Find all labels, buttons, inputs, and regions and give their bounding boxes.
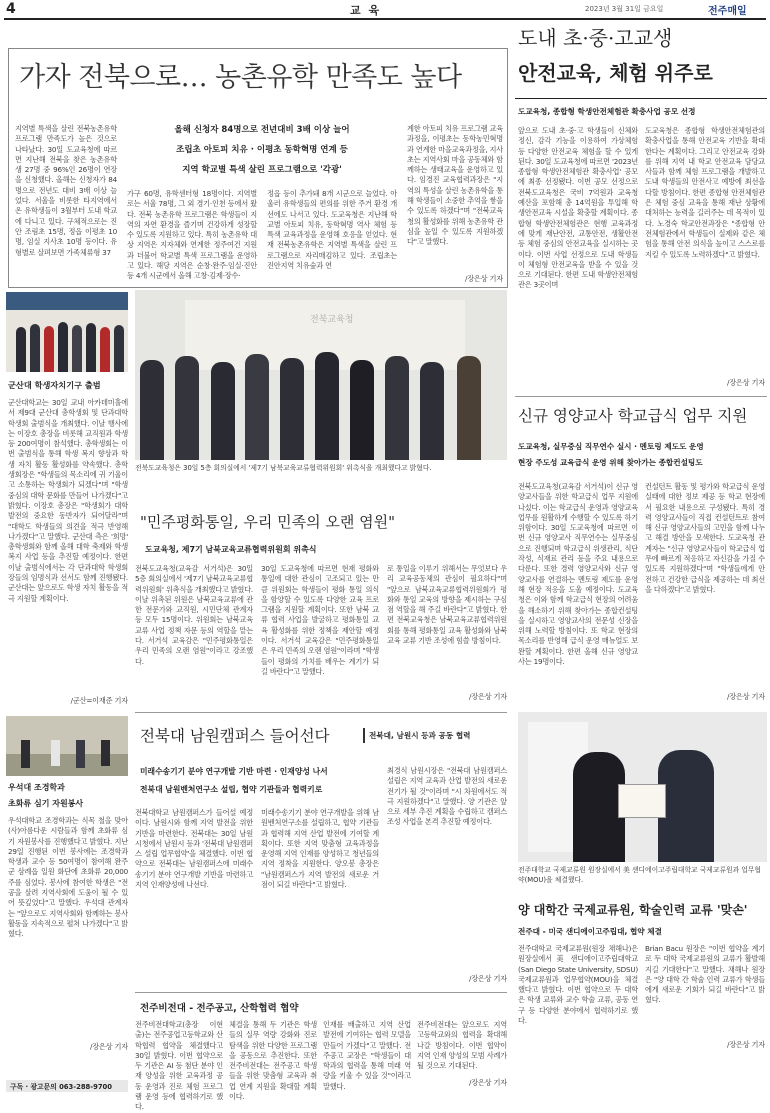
byline: /장은상 기자 bbox=[726, 692, 765, 701]
headline-line-1: 도내 초·중·고교생 bbox=[518, 26, 673, 50]
subhead-2: 현장 주도성 교육급식 운영 위해 찾아가는 종합컨설팅도 bbox=[518, 458, 703, 467]
section-name: 교 육 bbox=[350, 4, 382, 17]
headline: 가자 전북으로… 농촌유학 만족도 높다 bbox=[19, 62, 462, 93]
article-column-2: 체결을 통해 두 기관은 학생들의 실무 역량 강화와 진로 탐색을 위한 다양한 프로그램을 공동으로 추진한다. 또한 전주비전대는 전주공고 학생들을 위한 맞춤형 교육과 취업 연계 지원을 확대할 계획이다. bbox=[229, 1020, 317, 1102]
article-jeonju-sdsu bbox=[515, 712, 767, 1056]
photo-caption: 전북도교육청은 30일 5층 회의실에서 '제7기 남북교육교류협력위원회' 위촉식을 개최했다고 밝혔다. bbox=[135, 464, 432, 472]
article-nutrition-teacher bbox=[515, 396, 767, 708]
subhead-1: 미래수송기기 분야 연구개발 기반 마련 · 인재양성 나서 bbox=[140, 767, 328, 776]
article-column-4: 계한 아토피 치유 프로그램 교육과정을, 이평초는 동학농민혁명과 연계한 마을교육과정을, 지사초는 지역사회 마을 공동체와 함께하는 생태교육을 운영하고 있다. 임경진 교육협력과장은 "지역의 특성을 살린 농촌유학을 통해 학생들이 소중한 추억을 쌓을 수 있도록 하겠다"며 "전북교육청의 활성화를 위해 농촌유학 관심을 높일 수 있도록 지원하겠다"고 말했다. bbox=[407, 124, 504, 247]
article-column-2: 컨설턴트 활동 및 평가와 학교급식 운영 실태에 대한 정보 제공 등 학교 현장에서 필요한 내용으로 구성됐다. 특히 경력 영양교사들이 직접 컨설턴트로 참여해 신규 영양교사들의 고민을 함께 나누고 해결 방안을 모색한다. 도교육청 관계자는 "신규 영양교사들이 학교급식 업무에 빠르게 적응하고 자신감을 가질 수 있도록 지원하겠다"며 "학생들에게 안전하고 건강한 급식을 제공하는 데 최선을 다하겠다"고 밝혔다. bbox=[645, 482, 765, 594]
byline: /장은상 기자 bbox=[726, 378, 765, 387]
article-column-1: 앞으로 도내 초·중·고 학생들이 신체와 정신, 감각 기능을 이용하여 가상체험 등 다양한 안전교육 체험을 할 수 있게 된다. 30일 도교육청에 따르면 '2023년 종합형 학생안전체험관 확충사업' 공모에 최종 선정됐다. 이번 공모 선정으로 전북도교육청은 국비 7억원과 교육청 예산을 포함해 총 14억원을 투입해 학생안전교육 시설을 확충할 계획이다. 종합형 학생안전체험관은 현행 교육과정에 맞게 재난안전, 교통안전, 생활안전 등 체험 중심의 안전교육을 실시하는 곳이다. 이번 사업 선정으로 도내 학생들이 체험형 안전교육을 받을 수 있을 것으로 기대된다. 한편 도내 학생안전체험관은 3곳이며 bbox=[518, 126, 638, 290]
article-woosuk-volunteer bbox=[6, 716, 128, 1056]
photo-caption: 전주대학교 국제교류원 원장실에서 美 샌디에이고주립대학교 국제교류원과 업무협약(MOU)을 체결했다. bbox=[518, 866, 761, 884]
subhead: 전주대 - 미국 샌디에이고주립대, 협약 체결 bbox=[518, 927, 662, 936]
headline: 전북대 남원캠퍼스 들어선다 bbox=[140, 727, 330, 745]
article-body: 군산대학교는 30일 교내 아카데미홀에서 제9대 군산대 총학생회 및 단과대학 학생회 출범식을 개최했다. 이날 행사에는 이장호 총장을 비롯해 교직원과 학생 등 200여명이 참석했다. 총학생회는 이번 출범식을 통해 학생 복지 향상과 학생 자치 활동 활성화를 약속했다. 총학생회장은 "학생들의 목소리에 귀 기울이고 소통하는 학생회가 되겠다"며 "학생 중심의 대학 문화를 만들어 나가겠다"고 밝혔다. 이장호 총장은 "학생회가 대학 발전의 중요한 동반자가 되어달라"며 "대학도 학생들의 의견을 적극 반영해 나가겠다"고 말했다. 군산대 측은 '희망' 총학생회와 함께 올해 대학 축제와 학생 복지 사업 등을 추진할 예정이다. 한편 이날 출범식에서는 각 단과대학 학생회장들의 임명식과 선서도 함께 진행됐다. 군산대는 앞으로도 학생 자치 활동을 적극 지원할 계획이다. bbox=[8, 398, 128, 603]
top-rule bbox=[135, 712, 507, 713]
headline: 전주비전대 - 전주공고, 산학협력 협약 bbox=[140, 1003, 299, 1014]
article-safety-education bbox=[515, 20, 767, 395]
committee-photo bbox=[135, 290, 507, 460]
volunteer-photo bbox=[6, 716, 128, 776]
article-column-1: 전주비전대학교(총장 이현출)는 전주공업고등학교와 산학협력 협약을 체결했다고 30일 밝혔다. 이번 협약으로 두 기관은 AI 등 첨단 분야 인재 양성을 위한 교육과정 공동 운영과 진로 체험 프로그램 운영 등에 협력하기로 했다. bbox=[135, 1020, 223, 1112]
subhead-1: 도교육청, 실무중심 직무연수 실시 · 멘토링 제도도 운영 bbox=[518, 442, 704, 451]
byline: /장은상 기자 bbox=[468, 1078, 507, 1087]
subhead: 도교육청, 종합형 학생안전체험관 확충사업 공모 선정 bbox=[518, 107, 696, 116]
article-column-4: 전주비전대는 앞으로도 지역 고등학교와의 협력을 확대해 나갈 방침이다. 이번 협약이 지역 인재 양성의 모범 사례가 될 것으로 기대된다. bbox=[417, 1020, 507, 1071]
kunsan-photo bbox=[6, 292, 128, 372]
headline: "민주평화통일, 우리 민족의 오랜 염원" bbox=[140, 513, 395, 531]
headline-rule bbox=[515, 98, 767, 99]
headline: 신규 영양교사 학교급식 업무 지원 bbox=[518, 407, 748, 425]
article-rural-study bbox=[8, 48, 508, 288]
article-column-2: 도교육청은 종합형 학생안전체험관의 확충사업을 통해 안전교육 기반을 확대한다는 계획이다. 그리고 안전교육 강화를 위해 지역 내 학교 안전교육 담당교사들과 함께 체험 프로그램을 개발하고 도내 학생들의 안전사고 예방에 최선을 다할 방침이다. 한편 종합형 안전체험관은 체험 중심 교육을 통해 재난 상황에 대처하는 능력을 길러주는 데 목적이 있다. 노경숙 학교안전과장은 "종합형 안전체험관에서 학생들이 실제와 같은 체험을 통해 안전 의식을 높이고 스스로를 지킬 수 있도록 노력하겠다"고 밝혔다. bbox=[645, 126, 765, 259]
page-number: 4 bbox=[6, 1, 16, 17]
caption-subtitle: 초화류 심기 자원봉사 bbox=[8, 799, 84, 808]
article-column-3: 정읍 등이 추가돼 8개 시군으로 늘었다. 아울러 유학생들의 편의를 위한 주거 환경 개선에도 나서고 있다. 도교육청은 지난해 학교별 아토피 치유, 동학혁명 역사 체험 등 특색 교육과정을 운영해 호응을 얻었다. 현재 전북농촌유학은 지역별 특색을 살린 프로그램으로 자리매김하고 있다. 조립초는 진안지역 치유숲과 연 bbox=[267, 189, 397, 271]
issue-date: 2023년 3월 31일 금요일 bbox=[585, 5, 664, 13]
paper-name: 전주매일 bbox=[708, 6, 747, 17]
mou-photo bbox=[518, 712, 767, 862]
headline-tag: 전북대, 남원시 등과 공동 협력 bbox=[369, 731, 471, 740]
article-column-2: 가구 60명, 유학센터형 18명이다. 지역별로는 서울 78명, 그 외 경기·인천 등에서 왔다. 전북 농촌유학 프로그램은 학생들이 지역의 자연 환경을 즐기며 건강하게 성장할 수 있도록 지원하고 있다. 특히 농촌유학 대상 지역은 지자체와 연계한 정주여건 지원과 더불어 학교별 특색 프로그램을 운영하고 있다. 해당 지역은 순창·완주·임실·진안 등 4개 시군에서 올해 고창·김제·장수· bbox=[127, 189, 257, 281]
article-unification bbox=[135, 290, 507, 708]
byline: /장은상 기자 bbox=[726, 1040, 765, 1049]
subhead-2: 전북대 남원벤처연구소 설립, 협약 기관들과 협력키로 bbox=[140, 785, 323, 794]
article-column-1: 전북대학교 남원캠퍼스가 들어설 예정이다. 남원시와 함께 지역 발전을 위한 기반을 마련한다. 전북대는 30일 남원시청에서 남원시 등과 '전북대 남원캠퍼스 설립 업무협약'을 체결했다. 이번 협약으로 전북대는 남원캠퍼스에 미래수송기기 분야 연구개발 기반을 마련하고 지역 인재양성에 나선다. bbox=[135, 808, 254, 890]
subhead: 도교육청, 제7기 남북교육교류협력위원회 위촉식 bbox=[145, 545, 317, 554]
article-jbnu-namwon bbox=[135, 712, 507, 990]
top-rule bbox=[515, 396, 767, 397]
article-column-2: 30일 도교육청에 따르면 현재 평화와 통일에 대한 관심이 고조되고 있는 만큼 위원회는 학생들이 평화 통일 의식을 함양할 수 있도록 다양한 교육 프로그램을 지원할 계획이다. 또한 남북 교류 협력 사업을 발굴하고 평화통일 교육 활성화를 위한 정책을 제안할 예정이다. 서거석 교육감은 "민주평화통일은 우리 민족의 오랜 염원"이라며 "학생들이 평화의 가치를 배우는 계기가 되길 바란다"고 말했다. bbox=[261, 564, 379, 676]
byline: /장은상 기자 bbox=[468, 692, 507, 701]
headline-line-2: 안전교육, 체험 위주로 bbox=[518, 61, 713, 85]
article-vision-college bbox=[135, 992, 507, 1112]
caption-title: 군산대 학생자치기구 출범 bbox=[8, 380, 101, 390]
article-column-3: 인재를 배출하고 지역 산업 발전에 기여하는 협력 모델을 만들어 가겠다"고 말했다. 전주공고 교장은 "학생들이 대학과의 협력을 통해 미래 역량을 키울 수 있을 것"이라고 말했다. bbox=[323, 1020, 411, 1091]
masthead bbox=[0, 0, 770, 18]
backdrop-text: 전북교육청 bbox=[310, 315, 354, 325]
subhead-2: 조립초 아토피 치유 · 이평초 동학혁명 연계 등 bbox=[176, 145, 348, 155]
article-column-1: 전북도교육청(교육감 서거석)은 30일 5층 회의실에서 '제7기 남북교육교류협력위원회' 위촉식을 개최했다고 밝혔다. 이날 위촉된 위원은 남북교육교류에 관한 전문가와 교직원, 시민단체 관계자 등 모두 15명이다. 위원회는 남북교육교류 사업 정책 자문 등의 역할을 맡는다. 서거석 교육감은 "민주평화통일은 우리 민족의 오랜 염원"이라고 강조했다. bbox=[135, 564, 254, 666]
article-body: 우석대학교 조경학과는 식목 철을 맞아 (사)아름다운 시람들과 함께 초화류 심기 자원봉사를 진행했다고 밝혔다. 지난 29일 진행된 이번 봉사에는 조경학과 학생과 교수 등 50여명이 참여해 완주군 삼례읍 일원 화단에 초화류 20,000주를 심었다. 봉사에 참여한 학생은 "전공을 살려 지역사회에 도움이 될 수 있어 뜻깊었다"고 말했다. 우석대 관계자는 "앞으로도 지역사회와 함께하는 봉사 활동을 지속적으로 펼쳐 나가겠다"고 밝혔다. bbox=[8, 816, 128, 939]
caption-title: 우석대 조경학과 bbox=[8, 783, 65, 792]
tag-divider bbox=[363, 728, 365, 743]
article-column-1: 지역별 특색을 살린 전북농촌유학프로그램 만족도가 높은 것으로 나타났다. 30일 도교육청에 따르면 지난해 전북을 찾은 농촌유학생 27명 중 96%인 26명이 연장을 신청했다. 올해는 신청자가 84명으로 전년도 대비 3배 이상 늘었다. 서울을 비롯한 타지역에서 온 유학생들이 3월부터 도내 학교에 다니고 있다. 구체적으로는 진안 조림초 15명, 정읍 이평초 10명, 임실 지사초 10명 등이다. 유형별로 살펴보면 가족체류형 37 bbox=[15, 124, 117, 257]
article-column-1: 전북도교육청(교육감 서거석)이 신규 영양교사들을 위한 학교급식 업무 지원에 나섰다. 이는 학교급식 운영과 영양교육 업무를 원활하게 수행할 수 있도록 하기 위함이다. 30일 도교육청에 따르면 이번 신규 영양교사 직무연수는 실무중심으로 진행되며 학교급식 위생관리, 식단 작성, 식재료 관리 등을 주요 내용으로 다룬다. 또한 경력 영양교사와 신규 영양교사를 연결하는 멘토링 제도를 운영해 현장 적응을 도울 예정이다. 도교육청은 이와 함께 학교급식 현장의 어려움을 해소하기 위해 찾아가는 종합컨설팅을 실시하고 영양교사의 전문성 신장을 위해 노력할 방침이다. 또 학교 현장의 목소리를 반영해 급식 운영 매뉴얼도 보완할 계획이다. 한편 올해 신규 영양교사는 19명이다. bbox=[518, 482, 638, 667]
byline: /장은상 기자 bbox=[468, 974, 507, 983]
byline: /군산=이재준 기자 bbox=[70, 696, 128, 705]
article-column-3: 최경식 남원시장은 "전북대 남원캠퍼스 설립은 지역 교육과 산업 발전의 새로운 전기가 될 것"이라며 "시 차원에서도 적극 지원하겠다"고 말했다. 양 기관은 앞으로 세부 추진 계획을 수립하고 캠퍼스 조성 사업을 본격 추진할 예정이다. bbox=[387, 766, 507, 827]
subhead-3: 지역 학교별 특색 살린 프로그램으로 '각광' bbox=[182, 165, 342, 175]
headline: 양 대학간 국제교류원, 학술인력 교류 '맞손' bbox=[518, 903, 748, 917]
top-rule bbox=[135, 992, 507, 993]
article-kunsan-council bbox=[6, 292, 128, 710]
article-column-2: Brian Bacu 원장은 "이번 협약을 계기로 두 대학 국제교류원의 교류가 활발해지길 기대한다"고 말했다. 채해나 원장은 "양 대학 간 학술 인력 교류가 학생들에게 새로운 기회가 되길 바란다"고 밝혔다. bbox=[645, 944, 765, 1005]
article-column-2: 미래수송기기 분야 연구개발을 위해 남원벤처연구소를 설립하고, 협약 기관들과 협력해 지역 산업 발전에 기여할 계획이다. 또한 지역 맞춤형 교육과정을 운영해 지역 인재를 양성하고 청년들의 지역 정착을 지원한다. 양오봉 총장은 "남원캠퍼스가 지역 발전의 새로운 거점이 되길 바란다"고 밝혔다. bbox=[261, 808, 379, 890]
subhead-1: 올해 신청자 84명으로 전년대비 3배 이상 늘어 bbox=[174, 125, 350, 135]
article-column-1: 전주대학교 국제교류원(원장 채해나)은 원장실에서 美 샌디에이고주립대학교(San Diego State University, SDSU) 국제교류원과 업무협약(MOU)을 체결했다고 밝혔다. 이번 협약으로 두 대학은 학생 교류와 교수 학술 교류, 공동 연구 등 다양한 분야에서 협력하기로 했다. bbox=[518, 944, 638, 1026]
subscription-info: 구독 · 광고문의 063-288-9700 bbox=[10, 1083, 113, 1091]
byline: /장은상 기자 bbox=[464, 274, 503, 283]
subscription-bar bbox=[6, 1080, 128, 1092]
article-column-3: 로 통일을 이루기 위해서는 무엇보다 우리 교육공동체의 관심이 필요하다"며 "앞으로 남북교육교류협력위원회가 평화와 통일 교육의 방향을 제시하는 구심점 역할을 해 주길 바란다"고 밝혔다. 한편 전북교육청은 남북교육교류협력위원회를 통해 평화통일 교육 활성화와 남북 교육 교류 기반 조성에 힘쓸 방침이다. bbox=[387, 564, 507, 646]
byline: /장은상 기자 bbox=[89, 1042, 128, 1051]
